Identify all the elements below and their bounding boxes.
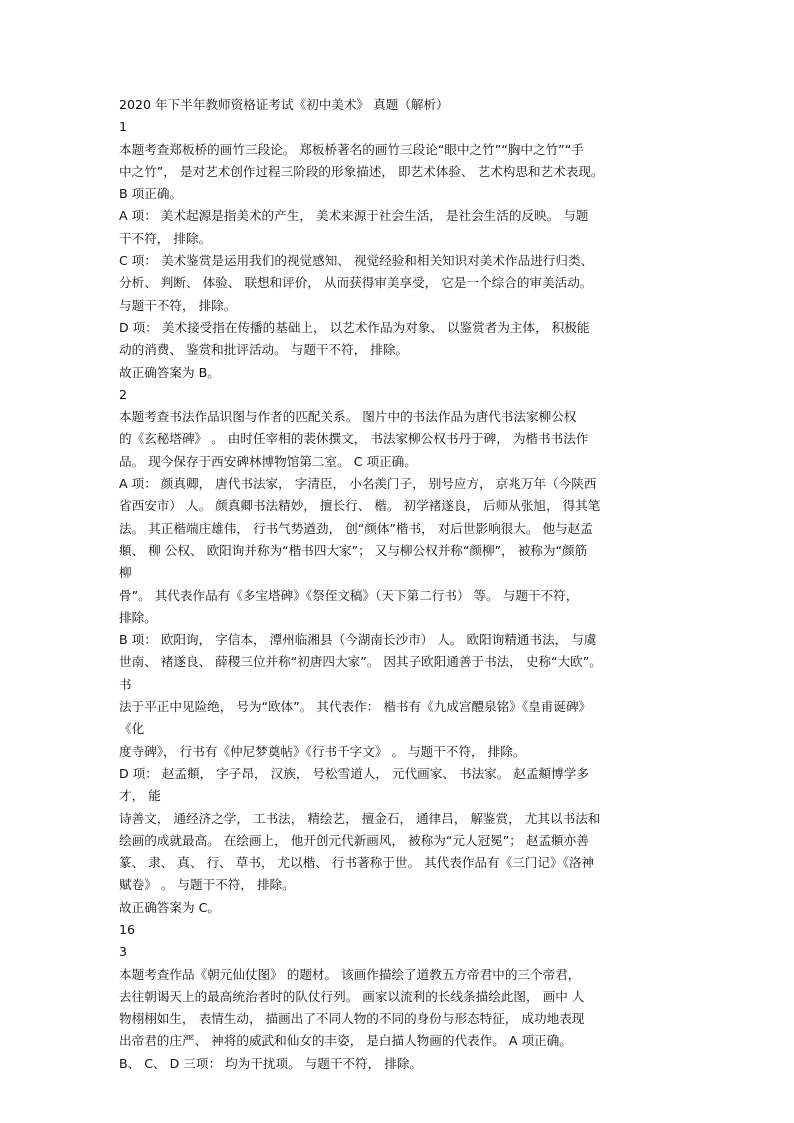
text-line: D 项： 赵孟頫， 字子昂， 汉族， 号松雪道人， 元代画家、 书法家。 赵孟頫博学多	[119, 765, 589, 781]
question-number: 3	[119, 944, 128, 960]
text-line: 度寺碑》， 行书有《仲尼梦奠帖》《行书千字文》 。 与题干不符， 排除。	[119, 743, 526, 759]
page-number: 16	[119, 921, 136, 937]
text-line: 动的消费、 鉴赏和批评活动。 与题干不符， 排除。	[119, 342, 409, 358]
question-number: 2	[119, 386, 128, 402]
answer-line: 故正确答案为 B。	[119, 364, 220, 380]
text-line: 世南、 褚遂良、 薛稷三位并称“初唐四大家”。 因其子欧阳通善于书法， 史称“大欧”。	[119, 654, 602, 670]
question-number: 1	[119, 119, 128, 135]
text-line: 出帝君的庄严、 神将的威武和仙女的丰姿， 是白描人物画的代表作。 A 项正确。	[119, 1033, 572, 1049]
text-line: 本题考查作品《朝元仙仗图》 的题材。 该画作描绘了道教五方帝君中的三个帝君，	[119, 966, 581, 982]
text-line: 本题考查郑板桥的画竹三段论。 郑板桥著名的画竹三段论“眼中之竹”“胸中之竹”“手	[119, 141, 584, 157]
text-line: 柳	[119, 565, 132, 581]
text-line: C 项： 美术鉴赏是运用我们的视觉感知、 视觉经验和相关知识对美术作品进行归类、	[119, 253, 594, 269]
text-line: B 项正确。	[119, 186, 183, 202]
text-line: 干不符， 排除。	[119, 230, 212, 246]
text-line: D 项： 美术接受指在传播的基础上， 以艺术作品为对象、 以鉴赏者为主体， 积极能	[119, 319, 590, 335]
text-line: 诗善文， 通经济之学， 工书法， 精绘艺， 擅金石， 通律吕， 解鉴赏， 尤其以书法和	[119, 810, 601, 826]
text-line: 赋卷》 。 与题干不符， 排除。	[119, 877, 295, 893]
text-line: A 项： 颜真卿， 唐代书法家， 字清臣， 小名羡门子， 别号应方， 京兆万年（今陕西	[119, 476, 597, 492]
text-line: 的《玄秘塔碑》 。 由时任宰相的裴休撰文， 书法家柳公权书丹于碑， 为楷书书法作	[119, 431, 589, 447]
text-line: 頫、 柳 公权、 欧阳询并称为“楷书四大家”； 又与柳公权并称“颜柳”， 被称为“颜筋	[119, 542, 588, 558]
text-line: 法。 其正楷端庄雄伟， 行书气势遒劲， 创“颜体”楷书， 对后世影响很大。 他与赵孟	[119, 520, 593, 536]
text-line: 书	[119, 676, 132, 692]
text-line: B、 C、 D 三项： 均为干扰项。 与题干不符， 排除。	[119, 1055, 423, 1071]
text-line: 法于平正中见险绝， 号为“欧体”。 其代表作： 楷书有《九成宫醴泉铭》《皇甫诞碑》	[119, 699, 592, 715]
text-line: 排除。	[119, 609, 157, 625]
text-line: 《化	[119, 721, 145, 737]
document-title: 2020 年下半年教师资格证考试《初中美术》 真题（解析）	[119, 97, 449, 112]
text-line: 才， 能	[119, 788, 161, 804]
text-line: 中之竹”， 是对艺术创作过程三阶段的形象描述， 即艺术体验、 艺术构思和艺术表现。	[119, 163, 604, 179]
text-line: 本题考查书法作品识图与作者的匹配关系。 图片中的书法作品为唐代书法家柳公权	[119, 409, 577, 425]
answer-line: 故正确答案为 C。	[119, 899, 220, 915]
text-line: 品。 现今保存于西安碑林博物馆第二室。 C 项正确。	[119, 453, 417, 469]
text-line: A 项： 美术起源是指美术的产生， 美术来源于社会生活， 是社会生活的反映。 与题	[119, 208, 589, 224]
text-line: 骨”。 其代表作品有《多宝塔碑》《祭侄文稿》（天下第二行书） 等。 与题干不符，	[119, 587, 579, 603]
text-line: 与题干不符， 排除。	[119, 297, 237, 313]
text-line: 去往朝谒天上的最高统治者时的队仗行列。 画家以流利的长线条描绘此图， 画中 人	[119, 988, 585, 1004]
document-body	[119, 94, 689, 1075]
text-line: 物栩栩如生， 表情生动， 描画出了不同人物的不同的身份与形态特征， 成功地表现	[119, 1011, 585, 1027]
text-line: 省西安市） 人。 颜真卿书法精妙， 擅长行、 楷。 初学褚遂良， 后师从张旭， 得其笔	[119, 498, 601, 514]
text-line: 分析、 判断、 体验、 联想和评价， 从而获得审美享受， 它是一个综合的审美活动。	[119, 275, 593, 291]
text-line: 绘画的成就最高。 在绘画上， 他开创元代新画风， 被称为“元人冠冕”； 赵孟頫亦善	[119, 832, 589, 848]
text-line: 篆、 隶、 真、 行、 草书， 尤以楷、 行书著称于世。 其代表作品有《三门记》《洛神	[119, 855, 595, 871]
text-line: B 项： 欧阳询， 字信本， 潭州临湘县（今湖南长沙市） 人。 欧阳询精通书法， 与虞	[119, 632, 597, 648]
